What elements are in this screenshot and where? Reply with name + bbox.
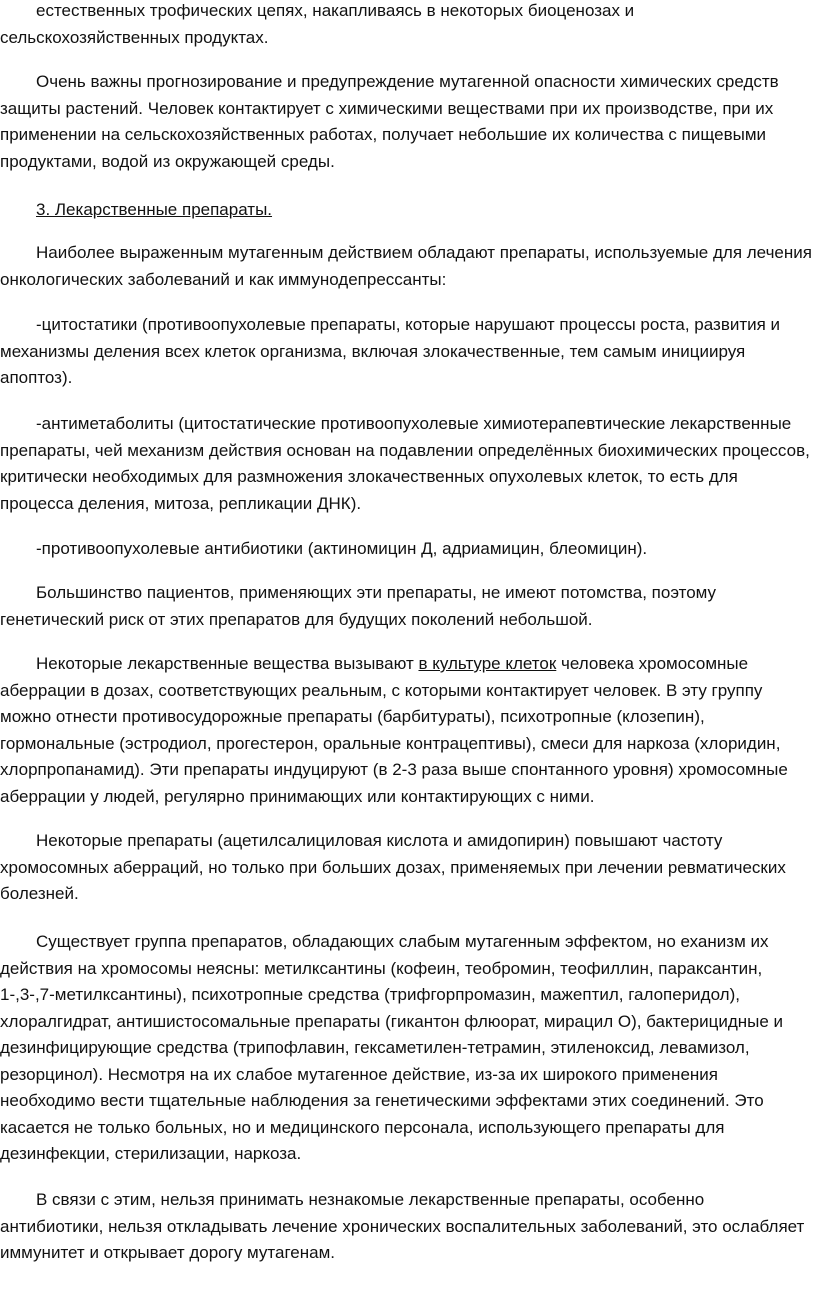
paragraph-weak-mutagens: Существует группа препаратов, обладающих слабым мутагенным эффектом, но еханизм их действия на хромосомы неясны: метилксантины (кофеин, теобромин, теофиллин, параксантин, 1-,3-,7-метилксантины), психотропные средства (трифгорпромазин, мажептил, галоперидол), хлоралгидрат, антишистосомальные препараты (гикантон флюорат, мирацил О), бактерицидные и дезинфицирующие средства (трипофлавин, гексаметилен-тетрамин, этиленоксид, левамизол, резорцинол). Несмотря на их слабое мутагенное действие, из-за их широкого применения необходимо вести тщательные наблюдения за генетическими эффектами этих соединений. Это касается не только больных, но и медицинского персонала, использующего препараты для дезинфекции, стерилизации, наркоза. <box>0 932 784 1163</box>
section-heading-medicines: 3. Лекарственные препараты. <box>36 200 273 219</box>
underlined-cell-culture: в культуре клеток <box>418 654 557 673</box>
paragraph-patients-risk: Большинство пациентов, применяющих эти препараты, не имеют потомства, поэтому генетический риск от этих препаратов для будущих поколений небольшой. <box>0 583 717 629</box>
paragraph-antimetabolites: -антиметаболиты (цитостатические противоопухолевые химиотерапевтические лекарственные препараты, чей механизм действия основан на подавлении определённых биохимических процессов, критически необходимых для размножения злокачественных опухолевых клеток, то есть для процесса деления, митоза, репликации ДНК). <box>0 414 810 513</box>
paragraph-high-doses: Некоторые препараты (ацетилсалициловая кислота и амидопирин) повышают частоту хромосомных аберраций, но только при больших дозах, применяемых при лечении ревматических болезней. <box>0 831 786 903</box>
paragraph-cytostatics: -цитостатики (противоопухолевые препараты, которые нарушают процессы роста, развития и механизмы деления всех клеток организма, включая злокачественные, тем самым инициируя апоптоз). <box>0 315 781 387</box>
paragraph-conclusion: В связи с этим, нельзя принимать незнакомые лекарственные препараты, особенно антибиотики, нельзя откладывать лечение хронических воспалительных заболеваний, это ослабляет иммунитет и открывает дорогу мутагенам. <box>0 1190 805 1262</box>
paragraph-continuation: естественных трофических цепях, накапливаясь в некоторых биоценозах и сельскохозяйственных продуктах. <box>0 1 635 47</box>
text-before-underline: Некоторые лекарственные вещества вызывают <box>36 654 419 673</box>
paragraph-chromosome-aberrations <box>0 651 812 810</box>
paragraph-antitumor-antibiotics: -противоопухолевые антибиотики (актиномицин Д, адриамицин, блеомицин). <box>36 539 648 558</box>
paragraph-plant-protection: Очень важны прогнозирование и предупреждение мутагенной опасности химических средств защиты растений. Человек контактирует с химическими веществами при их производстве, при их применении на сельскохозяйственных работах, получает небольшие их количества с пищевыми продуктами, водой из окружающей среды. <box>0 72 779 171</box>
text-after-underline: человека хромосомные аберрации в дозах, соответствующих реальным, с которыми контактирует человек. В эту группу можно отнести противосудорожные препараты (барбитураты), психотропные (клозепин), гормональные (эстродиол, прогестерон, оральные контрацептивы), смеси для наркоза (хлоридин, хлорпропанамид). Эти препараты индуцируют (в 2-3 раза выше спонтанного уровня) хромосомные аберрации у людей, регулярно принимающих или контактирующих с ними. <box>0 654 788 806</box>
paragraph-mutagenic-drugs: Наиболее выраженным мутагенным действием обладают препараты, используемые для лечения онкологических заболеваний и как иммунодепрессанты: <box>0 243 812 289</box>
